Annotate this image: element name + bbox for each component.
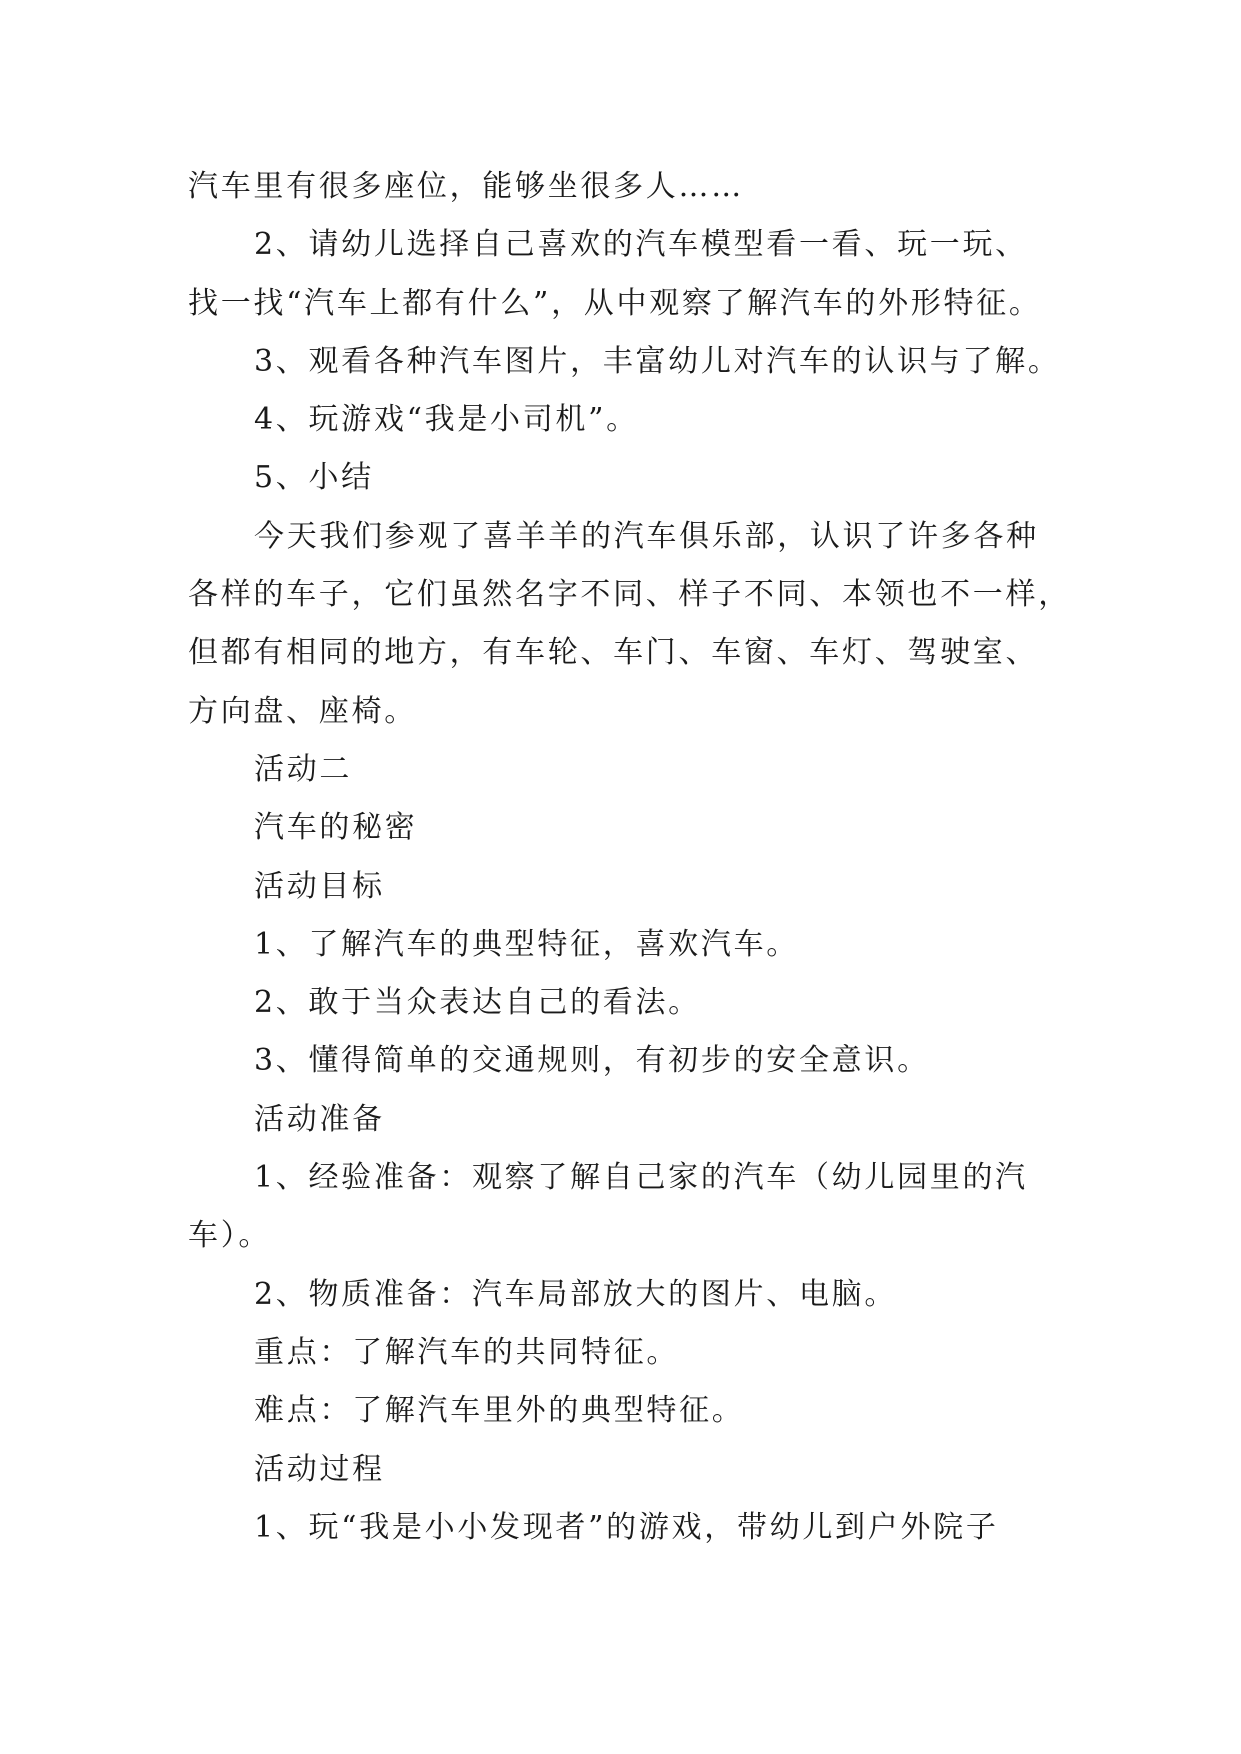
section-heading: 活动目标: [254, 868, 385, 904]
text-line: 方向盘、座椅。: [188, 693, 417, 729]
text-line: 2、请幼儿选择自己喜欢的汽车模型看一看、玩一玩、: [254, 227, 1028, 263]
section-heading: 活动准备: [254, 1101, 385, 1137]
text-line: 1、玩“我是小小发现者”的游戏，带幼儿到户外院子: [254, 1509, 999, 1545]
text-line: 重点：了解汽车的共同特征。: [254, 1334, 680, 1370]
text-line: 3、观看各种汽车图片，丰富幼儿对汽车的认识与了解。: [254, 343, 1061, 379]
text-line: 今天我们参观了喜羊羊的汽车俱乐部，认识了许多各种: [254, 518, 1039, 554]
text-line: 各样的车子，它们虽然名字不同、样子不同、本领也不一样，: [188, 577, 1071, 613]
section-heading: 活动二: [254, 751, 353, 787]
text-line: 2、物质准备：汽车局部放大的图片、电脑。: [254, 1276, 898, 1312]
text-line: 但都有相同的地方，有车轮、车门、车窗、车灯、驾驶室、: [188, 635, 1039, 671]
text-line: 1、经验准备：观察了解自己家的汽车（幼儿园里的汽: [254, 1160, 1028, 1196]
text-line: 2、敢于当众表达自己的看法。: [254, 985, 701, 1021]
text-line: 车）。: [188, 1218, 272, 1254]
text-line: 4、玩游戏“我是小司机”。: [254, 402, 639, 438]
section-title: 汽车的秘密: [254, 810, 418, 846]
text-line: 难点：了解汽车里外的典型特征。: [254, 1393, 745, 1429]
text-line: 5、小结: [254, 460, 374, 496]
section-heading: 活动过程: [254, 1451, 385, 1487]
document-page: [188, 158, 1071, 1557]
text-line: 找一找“汽车上都有什么”，从中观察了解汽车的外形特征。: [188, 285, 1042, 321]
text-line: 3、懂得简单的交通规则，有初步的安全意识。: [254, 1043, 930, 1079]
text-line: 1、了解汽车的典型特征，喜欢汽车。: [254, 926, 799, 962]
text-line: 汽车里有很多座位，能够坐很多人……: [188, 169, 744, 204]
